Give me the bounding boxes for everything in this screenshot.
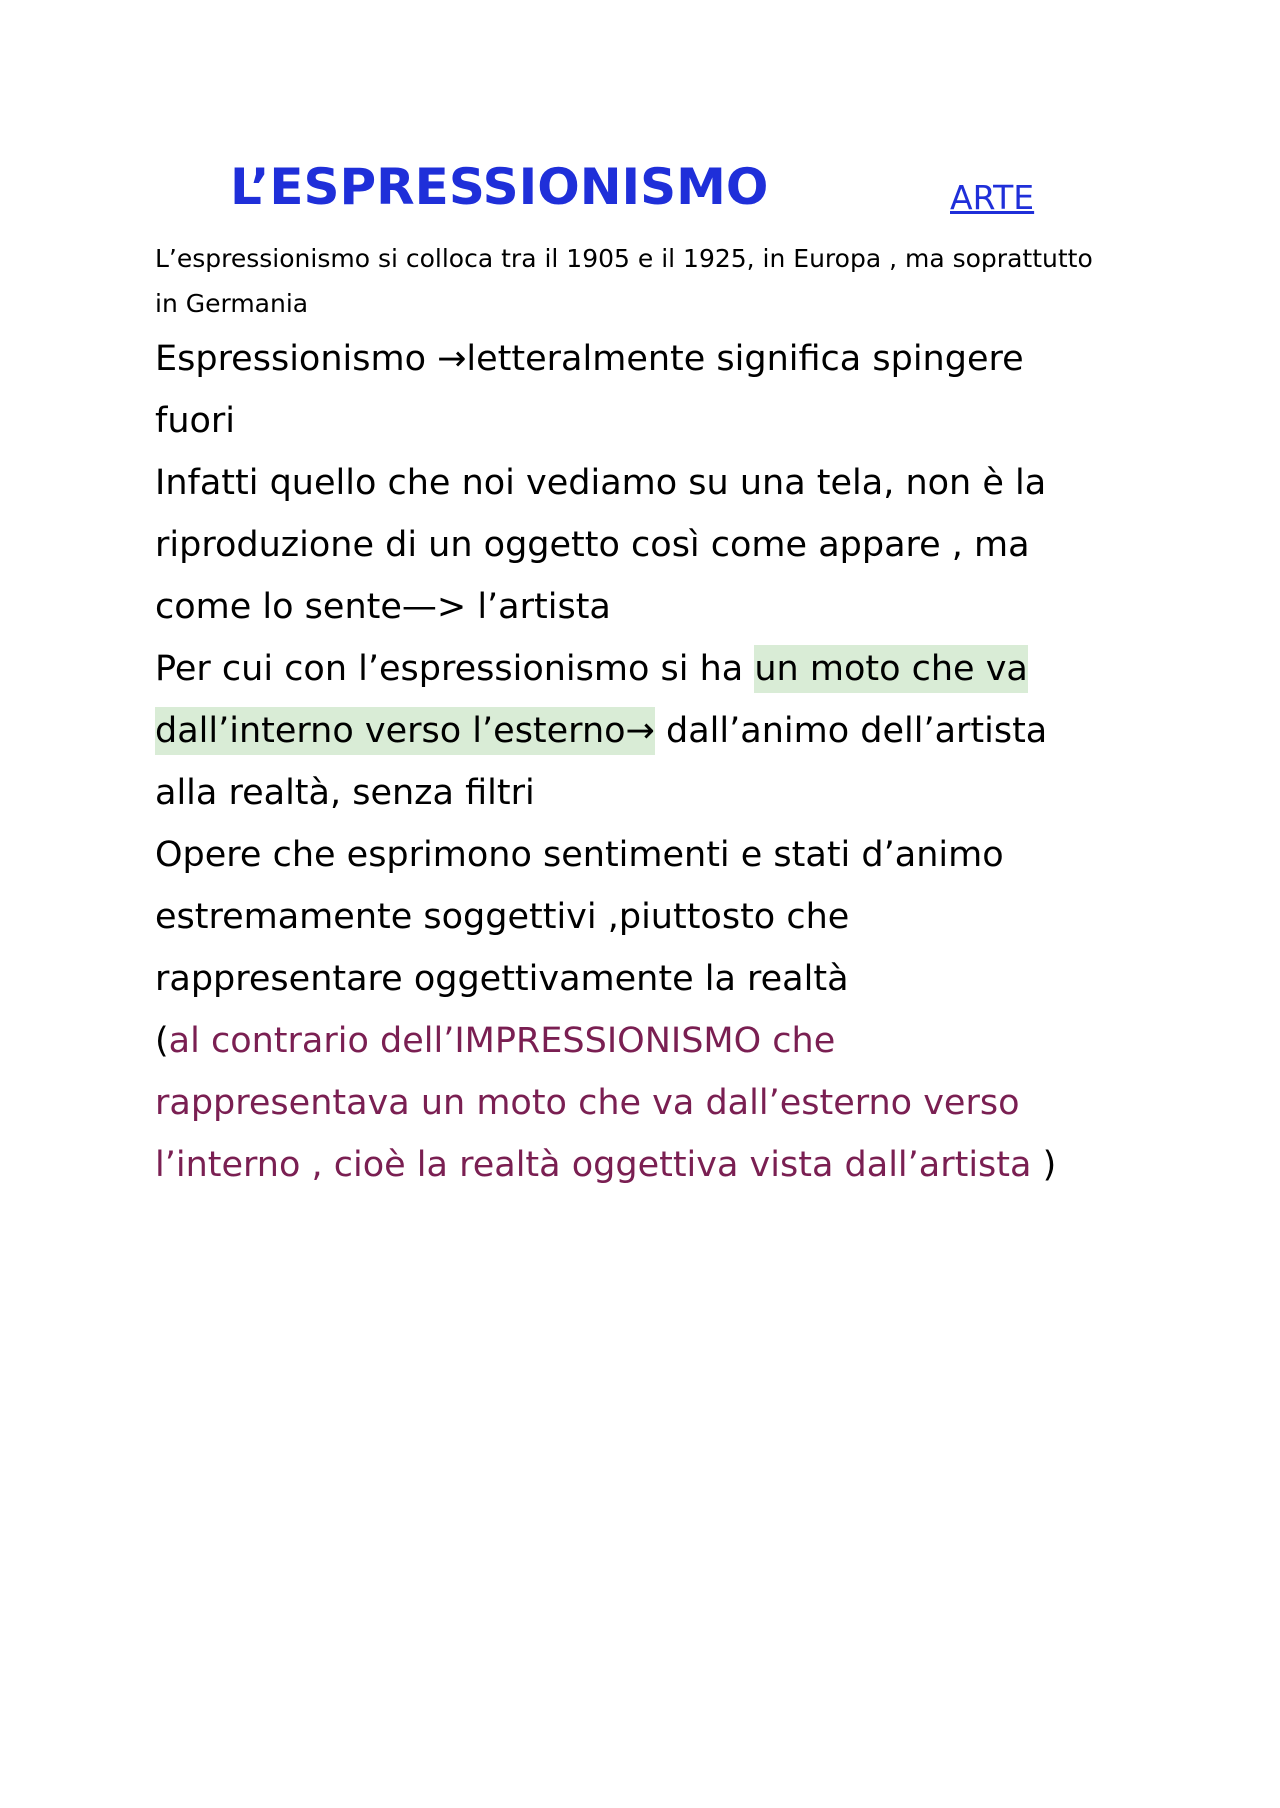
body-text-segment: dall’animo dell’artista (654, 711, 1048, 751)
paren-close: ) (1031, 1145, 1057, 1185)
body-line: riproduzione di un oggetto così come appare , ma (155, 525, 1030, 565)
body-line: Espressionismo →letteralmente significa spingere (155, 339, 1024, 379)
paren-open: ( (155, 1021, 169, 1061)
contrast-note-text: l’interno , cioè la realtà oggettiva vista dall’artista (155, 1145, 1032, 1185)
intro-paragraph (155, 236, 1155, 326)
page-title: L’ESPRESSIONISMO (230, 158, 769, 216)
body-line: alla realtà, senza filtri (155, 773, 535, 813)
body-line (155, 1010, 1155, 1072)
body-line: rappresentare oggettivamente la realtà (155, 959, 849, 999)
contrast-note-line: rappresentava un moto che va dall’esterno verso (155, 1083, 1020, 1123)
body-line (155, 1134, 1155, 1196)
intro-line: L’espressionismo si colloca tra il 1905 e il 1925, in Europa , ma soprattutto (155, 244, 1093, 273)
highlighted-text: un moto che va (754, 645, 1028, 693)
subject-link[interactable]: ARTE (950, 178, 1035, 217)
body-line (155, 700, 1155, 762)
body-line (155, 638, 1155, 700)
contrast-note-text: al contrario dell’IMPRESSIONISMO che (168, 1021, 836, 1061)
body-line: Infatti quello che noi vediamo su una tela, non è la (155, 463, 1047, 503)
body-line: Opere che esprimono sentimenti e stati d’animo (155, 835, 1004, 875)
body-line: come lo sente—> l’artista (155, 587, 611, 627)
body-paragraph (155, 328, 1155, 1196)
highlighted-text: dall’interno verso l’esterno→ (155, 707, 655, 755)
body-line: estremamente soggettivi ,piuttosto che (155, 897, 850, 937)
intro-line: in Germania (155, 289, 309, 318)
body-text-segment: Per cui con l’espressionismo si ha (155, 649, 755, 689)
body-line: fuori (155, 401, 236, 441)
